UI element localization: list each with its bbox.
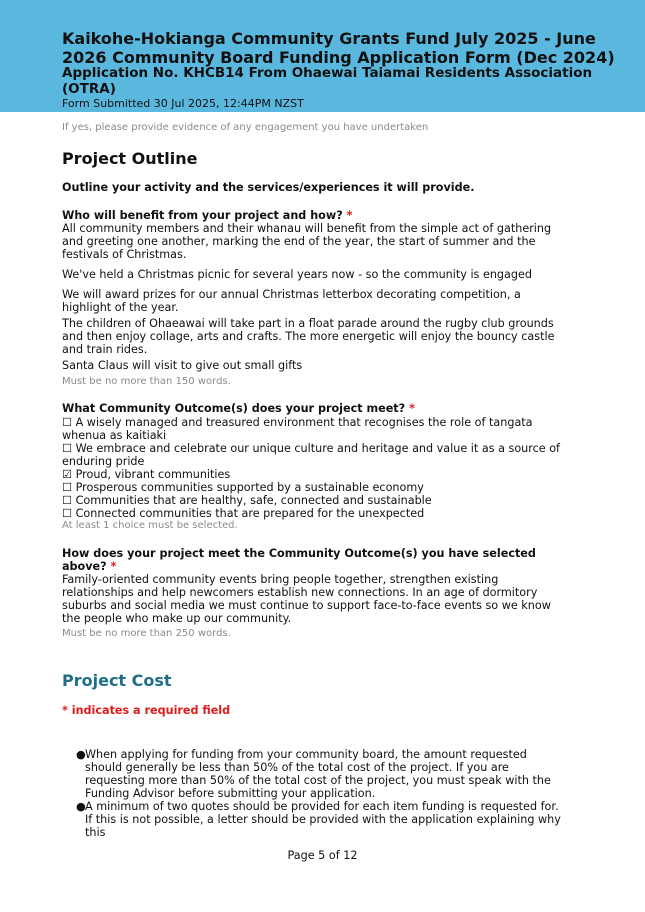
answer-paragraph: We will award prizes for our annual Christmas letterbox decorating competition, a highlight of the year. [62, 288, 521, 314]
word-limit-hint: Must be no more than 150 words. [62, 376, 231, 387]
required-marker: * [110, 560, 117, 573]
word-limit-hint: Must be no more than 250 words. [62, 628, 231, 639]
selection-hint: At least 1 choice must be selected. [62, 520, 238, 531]
outcome-option[interactable] [62, 468, 562, 481]
question-community-outcomes [62, 402, 562, 415]
answer-paragraph: The children of Ohaeawai will take part in a float parade around the rugby club grounds and then enjoy collage, arts and crafts. The more energetic will enjoy the bouncy castle and train rides. [62, 317, 555, 356]
question-who-benefits [62, 209, 562, 222]
bullet-text: A minimum of two quotes should be provided for each item funding is requested for. If this is not possible, a letter should be provided with the application explaining why this [85, 800, 561, 839]
option-label: Connected communities that are prepared for the unexpected [75, 507, 425, 520]
required-marker: * [409, 402, 415, 415]
answer-paragraph: All community members and their whanau will benefit from the simple act of gathering and greeting one another, marking the end of the year, the start of summer and the festivals of Christmas. [62, 222, 552, 261]
outcome-option[interactable] [62, 481, 562, 494]
answer-paragraph: We've held a Christmas picnic for several years now - so the community is engaged [62, 268, 532, 281]
outcome-option[interactable] [62, 507, 562, 520]
form-title: Kaikohe-Hokianga Community Grants Fund July 2025 - June 2026 Community Board Funding Application Form (Dec 2024) [62, 29, 615, 67]
option-label: Proud, vibrant communities [75, 468, 231, 481]
checkbox-icon[interactable]: ☐ [62, 442, 73, 455]
outcome-option[interactable] [62, 416, 562, 442]
bullet-dot-icon: ● [76, 748, 86, 761]
option-label: We embrace and celebrate our unique culture and heritage and value it as a source of enduring pride [62, 442, 560, 468]
question-label: How does your project meet the Community Outcome(s) you have selected above? [62, 547, 536, 573]
checked-checkbox-icon[interactable]: ☑ [62, 468, 73, 481]
outcome-option[interactable] [62, 494, 562, 507]
required-field-note: * indicates a required field [62, 704, 231, 717]
question-label: Who will benefit from your project and how? [62, 209, 343, 222]
engagement-hint: If yes, please provide evidence of any engagement you have undertaken [62, 122, 429, 133]
bullet-item [76, 800, 565, 839]
option-label: Communities that are healthy, safe, connected and sustainable [75, 494, 432, 507]
checkbox-icon[interactable]: ☐ [62, 507, 73, 520]
submission-date: Form Submitted 30 Jul 2025, 12:44PM NZST [62, 97, 304, 110]
checkbox-icon[interactable]: ☐ [62, 481, 73, 494]
checkbox-icon[interactable]: ☐ [62, 416, 73, 429]
project-cost-heading: Project Cost [62, 671, 172, 690]
answer-paragraph: Family-oriented community events bring people together, strengthen existing relationships and help newcomers establish new connections. In an age of dormitory suburbs and social media we must continue to support face-to-face events so we know the people who make up our community. [62, 573, 551, 625]
outline-intro: Outline your activity and the services/experiences it will provide. [62, 181, 475, 194]
required-marker: * [346, 209, 353, 222]
application-title: Application No. KHCB14 From Ohaewai Taiamai Residents Association (OTRA) [62, 65, 593, 97]
checkbox-icon[interactable]: ☐ [62, 494, 73, 507]
option-label: A wisely managed and treasured environment that recognises the role of tangata whenua as kaitiaki [62, 416, 533, 442]
bullet-dot-icon: ● [76, 800, 86, 813]
page-number: Page 5 of 12 [287, 849, 358, 862]
outcome-option[interactable] [62, 442, 562, 468]
answer-paragraph: Santa Claus will visit to give out small gifts [62, 359, 303, 372]
form-header [0, 0, 645, 112]
bullet-text: When applying for funding from your community board, the amount requested should generally be less than 50% of the total cost of the project. If you are requesting more than 50% of the total cost of the project, you must speak with the Funding Advisor before submitting your application. [85, 748, 551, 800]
option-label: Prosperous communities supported by a sustainable economy [75, 481, 424, 494]
project-outline-heading: Project Outline [62, 149, 198, 168]
question-label: What Community Outcome(s) does your project meet? [62, 402, 406, 415]
question-how-meet-outcomes [62, 547, 562, 573]
bullet-item [76, 748, 565, 800]
